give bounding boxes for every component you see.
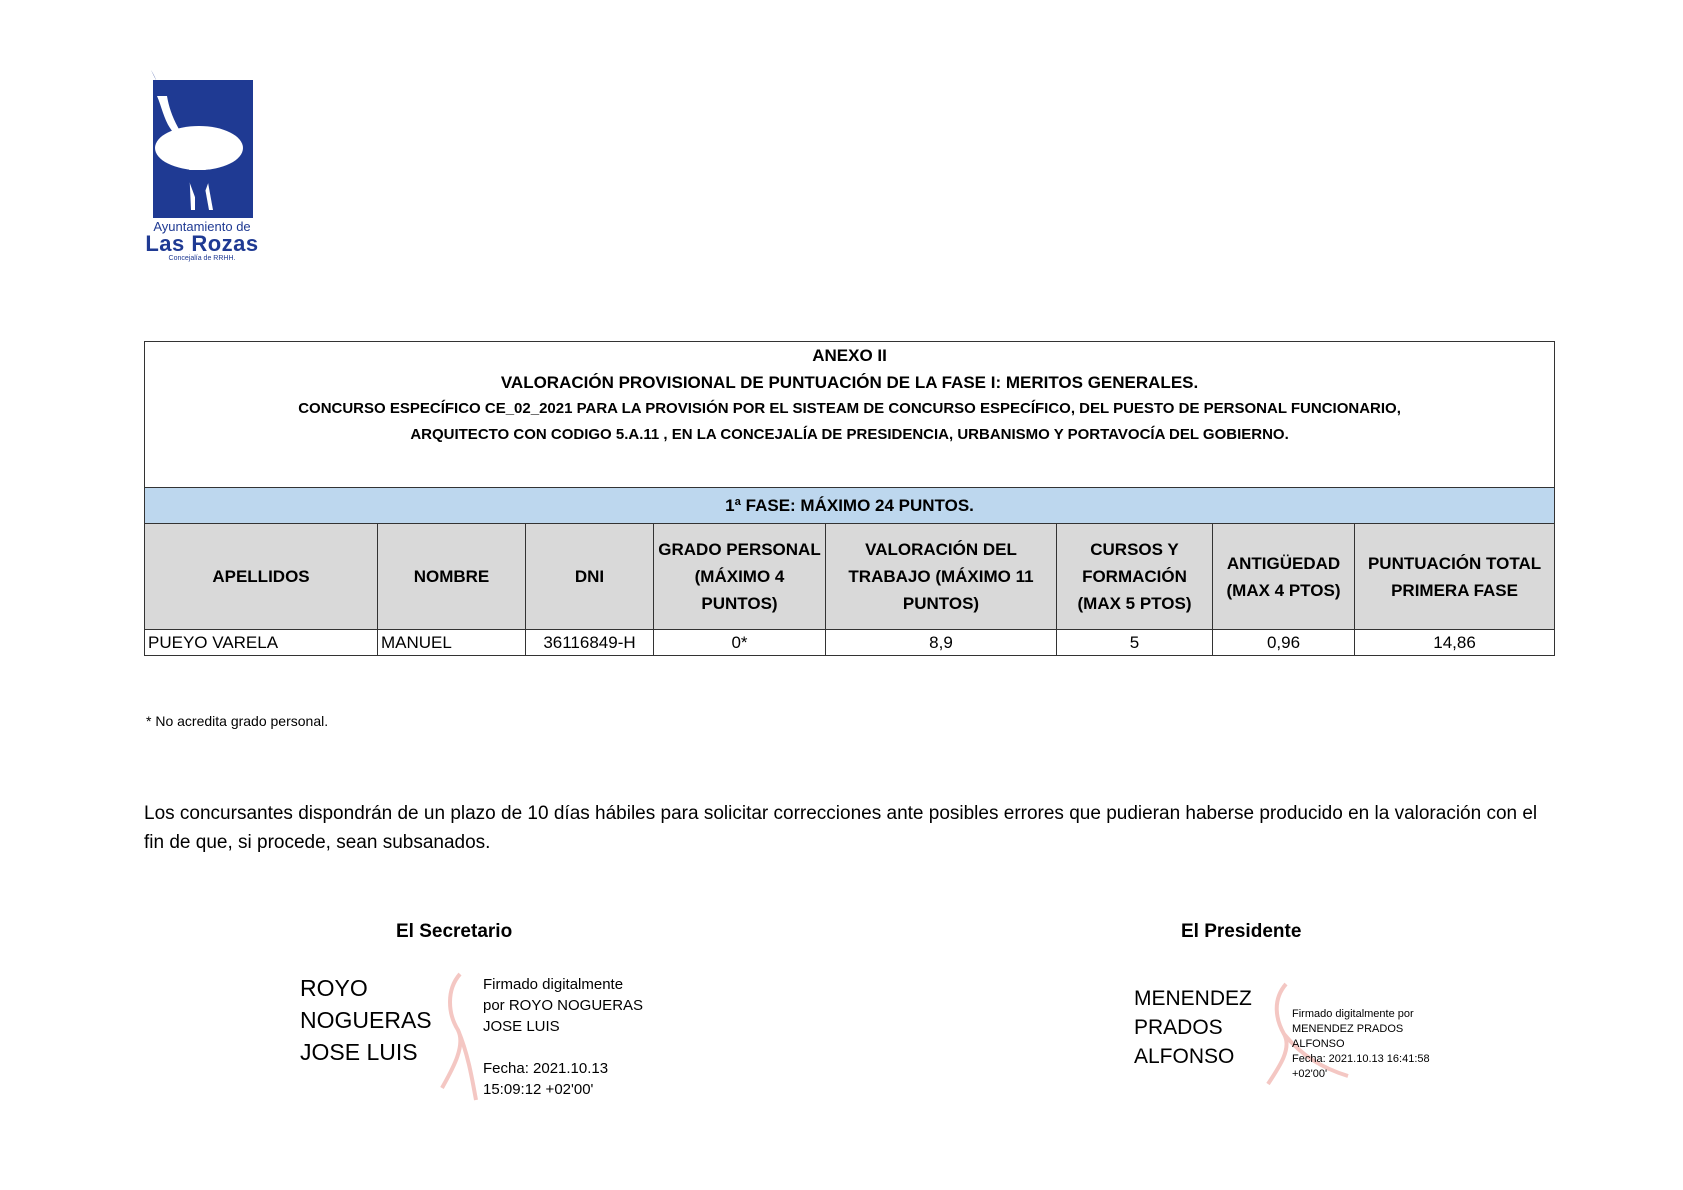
logo-text-line2: Las Rozas bbox=[145, 231, 259, 256]
signature-info-line: por ROYO NOGUERAS bbox=[483, 997, 644, 1014]
signature-info-line bbox=[483, 1037, 643, 1058]
annex-description-line1: CONCURSO ESPECÍFICO CE_02_2021 PARA LA PROVISIÓN POR EL SISTEAM DE CONCURSO ESPECÍFICO, DEL PUESTO DE PERSONAL FUNCIONARIO, bbox=[298, 400, 1401, 417]
table-row bbox=[145, 630, 1555, 656]
secretary-title: El Secretario bbox=[396, 921, 513, 942]
cell-apellidos: PUEYO VARELA bbox=[145, 630, 378, 656]
valuation-table bbox=[144, 341, 1555, 656]
president-name-line: MENENDEZ bbox=[1134, 987, 1252, 1010]
notice-paragraph: Los concursantes dispondrán de un plazo de 10 días hábiles para solicitar correcciones ante posibles errores que pudieran haberse producido en la valoración con el fin de que, si procede, sean subsanados. bbox=[144, 803, 1538, 853]
col-cursos-formacion: CURSOS Y FORMACIÓN (MAX 5 PTOS) bbox=[1057, 524, 1213, 630]
annex-subtitle: VALORACIÓN PROVISIONAL DE PUNTUACIÓN DE LA FASE I: MERITOS GENERALES. bbox=[500, 373, 1199, 392]
col-puntuacion-total: PUNTUACIÓN TOTAL PRIMERA FASE bbox=[1355, 524, 1555, 630]
president-name-line: ALFONSO bbox=[1134, 1045, 1235, 1068]
col-dni: DNI bbox=[526, 524, 654, 630]
col-nombre: NOMBRE bbox=[378, 524, 526, 630]
col-grado-personal: GRADO PERSONAL (MÁXIMO 4 PUNTOS) bbox=[654, 524, 826, 630]
footnote: * No acredita grado personal. bbox=[146, 713, 329, 729]
logo-text-line1: Ayuntamiento de bbox=[153, 219, 251, 234]
col-apellidos: APELLIDOS bbox=[145, 524, 378, 630]
president-name-line: PRADOS bbox=[1134, 1016, 1223, 1039]
president-title: El Presidente bbox=[1181, 921, 1302, 942]
annex-title: ANEXO II bbox=[812, 346, 887, 365]
signature-info-line: Firmado digitalmente por bbox=[1292, 1008, 1414, 1020]
signature-info-line: Fecha: 2021.10.13 bbox=[483, 1060, 609, 1077]
president-signature bbox=[1134, 984, 1252, 1071]
secretary-name-line: JOSE LUIS bbox=[300, 1039, 418, 1065]
signature-info-line: 15:09:12 +02'00' bbox=[483, 1081, 594, 1098]
column-header-row bbox=[145, 524, 1555, 630]
cell-valoracion: 8,9 bbox=[826, 630, 1057, 656]
cell-grado: 0* bbox=[654, 630, 826, 656]
phase-label: 1ª FASE: MÁXIMO 24 PUNTOS. bbox=[145, 488, 1555, 524]
signature-info-line: ALFONSO bbox=[1292, 1038, 1345, 1050]
secretary-signature bbox=[300, 972, 432, 1068]
col-antiguedad: ANTIGÜEDAD (MAX 4 PTOS) bbox=[1213, 524, 1355, 630]
secretary-name-line: ROYO bbox=[300, 975, 368, 1001]
signature-info-line: Fecha: 2021.10.13 16:41:58 bbox=[1292, 1053, 1430, 1065]
cell-antiguedad: 0,96 bbox=[1213, 630, 1355, 656]
cell-total: 14,86 bbox=[1355, 630, 1555, 656]
cell-cursos: 5 bbox=[1057, 630, 1213, 656]
table-header bbox=[145, 342, 1555, 488]
signature-info-line: Firmado digitalmente bbox=[483, 976, 624, 993]
signature-mark-icon bbox=[432, 970, 482, 1110]
president-signature-info bbox=[1292, 1007, 1430, 1082]
stork-logo-icon bbox=[143, 70, 261, 218]
signature-info-line: +02'00' bbox=[1292, 1068, 1328, 1080]
secretary-signature-info bbox=[483, 974, 643, 1100]
logo-text-line3: Concejalía de RRHH. bbox=[168, 255, 236, 262]
secretary-name-line: NOGUERAS bbox=[300, 1007, 432, 1033]
cell-dni: 36116849-H bbox=[526, 630, 654, 656]
annex-description-line2: ARQUITECTO CON CODIGO 5.A.11 , EN LA CONCEJALÍA DE PRESIDENCIA, URBANISMO Y PORTAVOCÍA DEL GOBIERNO. bbox=[410, 426, 1289, 443]
col-valoracion-trabajo: VALORACIÓN DEL TRABAJO (MÁXIMO 11 PUNTOS) bbox=[826, 524, 1057, 630]
cell-nombre: MANUEL bbox=[378, 630, 526, 656]
signature-info-line: JOSE LUIS bbox=[483, 1018, 560, 1035]
signature-info-line: MENENDEZ PRADOS bbox=[1292, 1023, 1404, 1035]
municipality-logo bbox=[143, 70, 261, 266]
